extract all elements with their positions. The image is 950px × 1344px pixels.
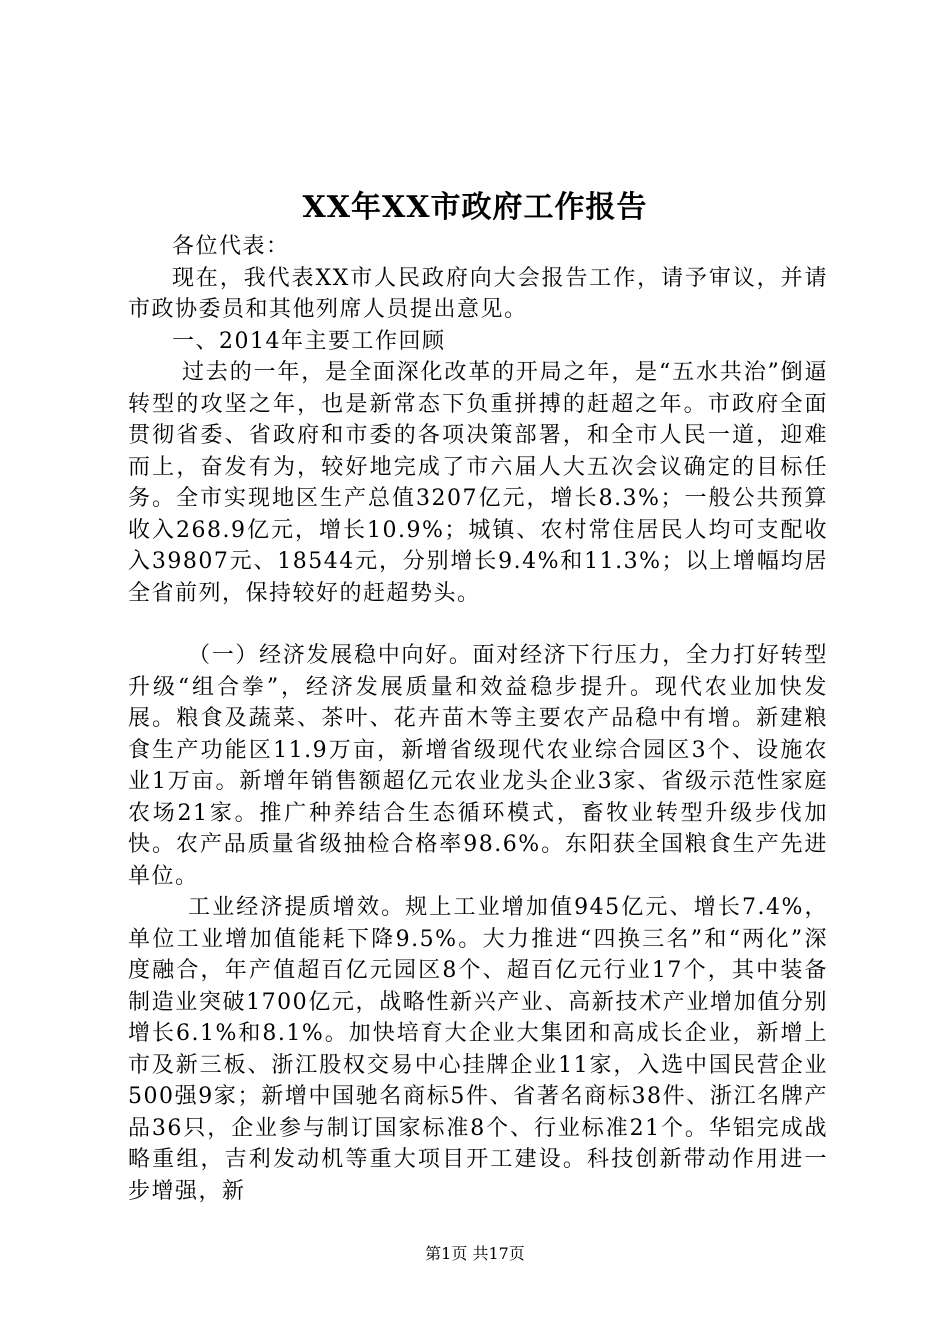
document-title: XX年XX市政府工作报告: [302, 190, 648, 225]
document-body: [128, 231, 828, 1207]
salutation-paragraph: 各位代表：: [172, 234, 290, 259]
summary-paragraph: 过去的一年，是全面深化改革的开局之年，是“五水共治”倒逼转型的攻坚之年，也是新常态下负重拼搏的赶超之年。市政府全面贯彻省委、省政府和市委的各项决策部署，和全市人民一道，迎难而上，奋发有为，较好地完成了市六届人大五次会议确定的目标任务。全市实现地区生产总值3207亿元，增长8.3%；一般公共预算收入268.9亿元，增长10.9%；城镇、农村常住居民人均可支配收入39807元、18544元，分别增长9.4%和11.3%；以上增幅均居全省前列，保持较好的赶超势头。: [128, 360, 828, 606]
section-heading: 一、2014年主要工作回顾: [172, 328, 446, 354]
page-number-footer: 第1页 共17页: [425, 1244, 525, 1263]
opening-paragraph: 现在，我代表XX市人民政府向大会报告工作，请予审议，并请市政协委员和其他列席人员提出意见。: [128, 265, 828, 322]
economy-paragraph: （一）经济发展稳中向好。面对经济下行压力，全力打好转型升级“组合拳”，经济发展质量和效益稳步提升。现代农业加快发展。粮食及蔬菜、茶叶、花卉苗木等主要农产品稳中有增。新建粮食生产功能区11.9万亩，新增省级现代农业综合园区3个、设施农业1万亩。新增年销售额超亿元农业龙头企业3家、省级示范性家庭农场21家。推广种养结合生态循环模式，畜牧业转型升级步伐加快。农产品质量省级抽检合格率98.6%。东阳获全国粮食生产先进单位。: [128, 643, 828, 889]
industry-paragraph: 工业经济提质增效。规上工业增加值945亿元、增长7.4%，单位工业增加值能耗下降9.5%。大力推进“四换三名”和“两化”深度融合，年产值超百亿元园区8个、超百亿元行业17个，其中装备制造业突破1700亿元，战略性新兴产业、高新技术产业增加值分别增长6.1%和8.1%。加快培育大企业大集团和高成长企业，新增上市及新三板、浙江股权交易中心挂牌企业11家，入选中国民营企业500强9家；新增中国驰名商标5件、省著名商标38件、浙江名牌产品36只，企业参与制订国家标准8个、行业标准21个。华铝完成战略重组，吉利发动机等重大项目开工建设。科技创新带动作用进一步增强，新: [128, 895, 828, 1204]
